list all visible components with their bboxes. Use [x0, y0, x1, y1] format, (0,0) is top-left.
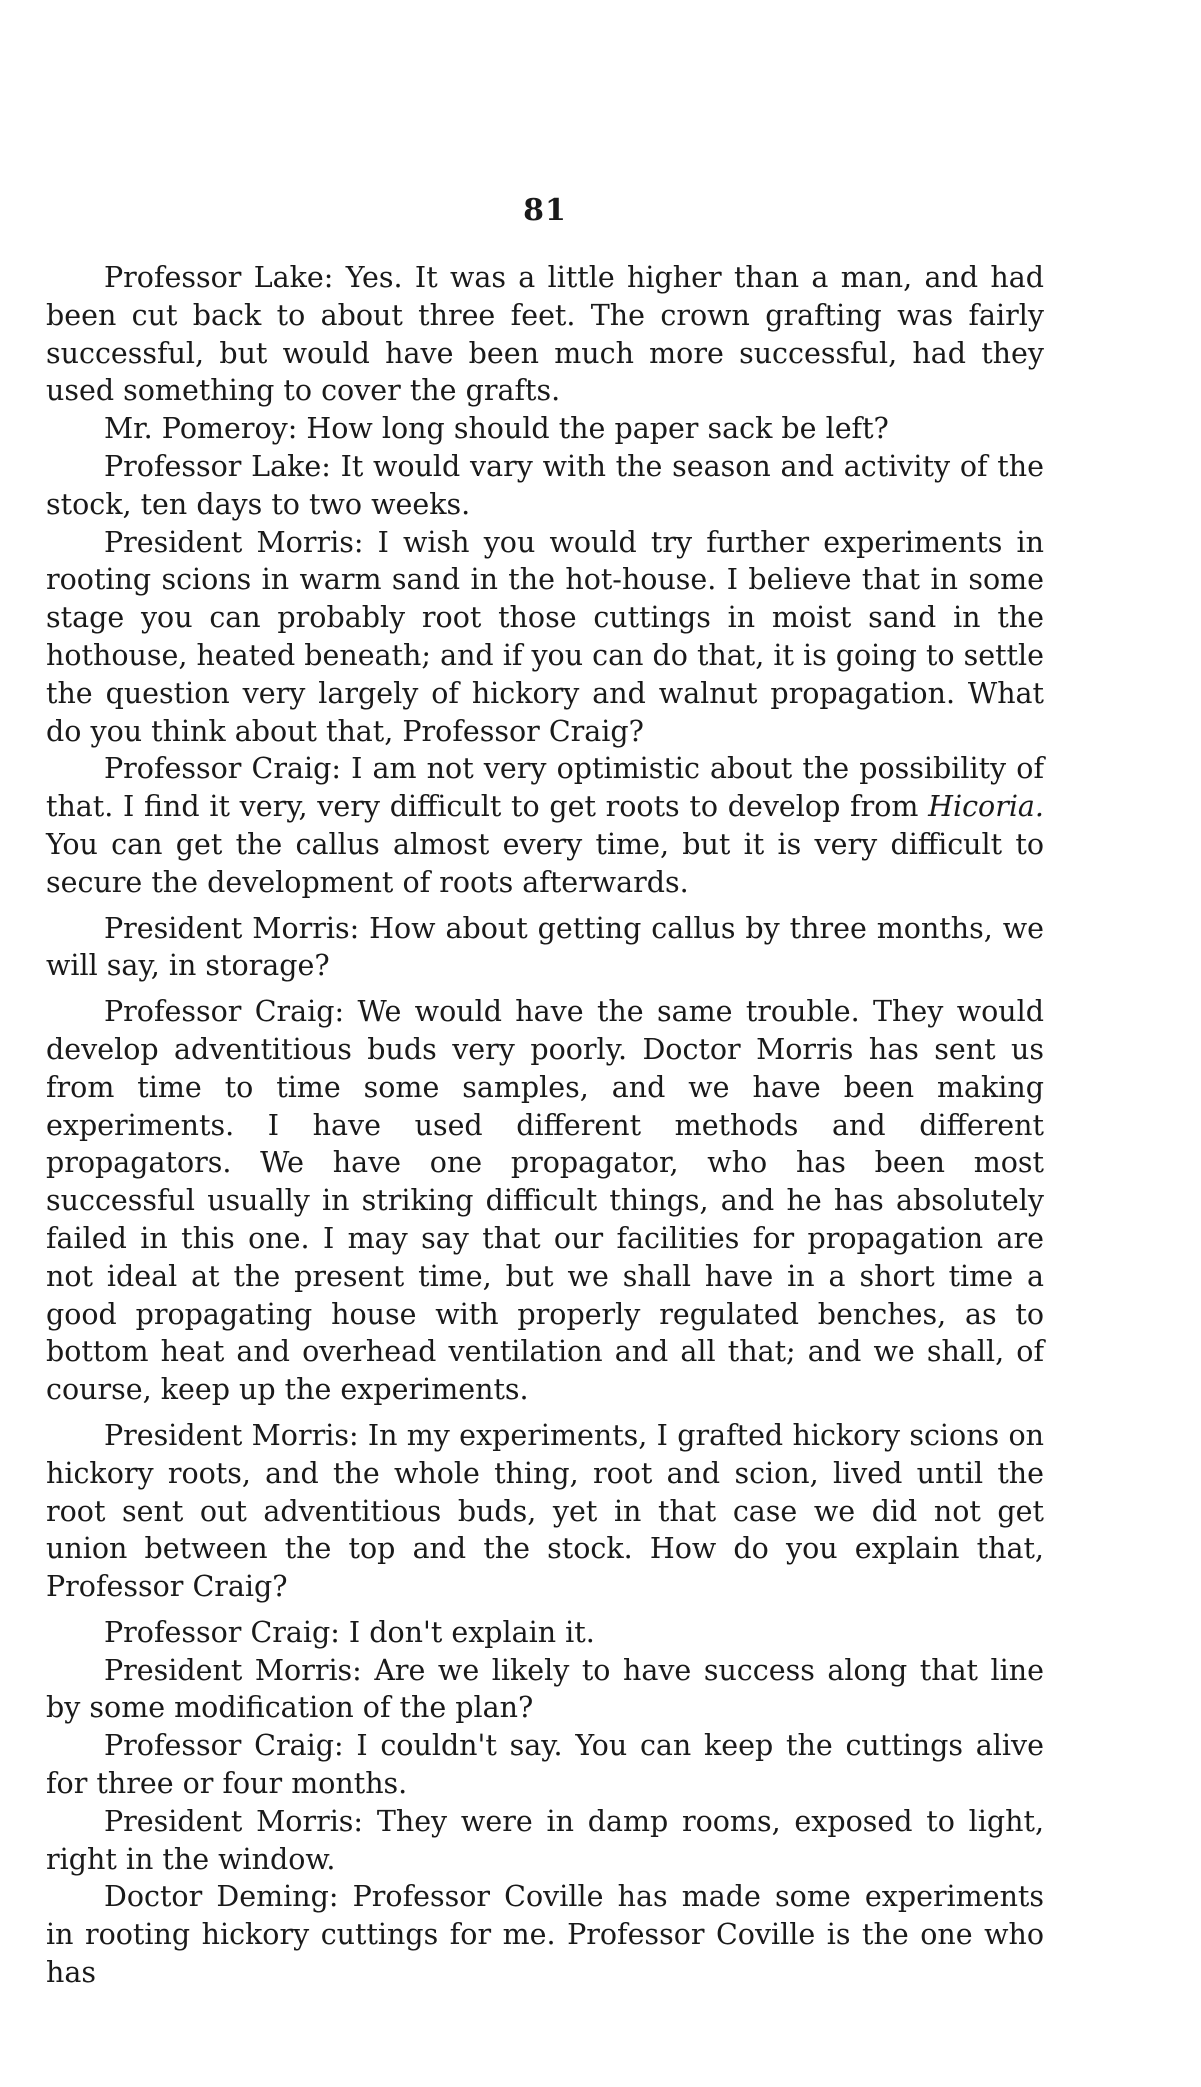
speaker-label: Professor Lake: — [104, 261, 334, 294]
speaker-label: President Morris: — [104, 1804, 364, 1838]
speaker-label: Professor Lake: — [104, 449, 331, 483]
speaker-label: Professor Craig: — [104, 1615, 340, 1649]
paragraph-text: How long should the paper sack be left? — [306, 412, 889, 446]
speaker-label: President Morris: — [104, 911, 360, 945]
paragraph-text: They were in damp rooms, exposed to light, right in the window. — [46, 1804, 1045, 1876]
paragraph-13 — [46, 1878, 1044, 1991]
speaker-label: Professor Craig: — [104, 995, 345, 1029]
speaker-label: President Morris: — [104, 525, 364, 559]
speaker-label: Professor Craig: — [104, 1729, 344, 1763]
paragraph-text: I wish you would try further experiments in rooting scions in warm sand in the hot-house. I believe that in some stage you can probably root those cuttings in moist sand in the hothouse, heated beneath; and if you can do that, it is going to settle the question very largely of hickory and walnut propagation. What do you think about that, Professor Craig? — [46, 525, 1044, 748]
document-body — [46, 259, 1044, 1992]
genus-name: Hicoria. — [928, 790, 1044, 824]
paragraph-text-continued: You can get the callus almost every time, but it is very difficult to secure the development of roots afterwards. — [46, 827, 1044, 899]
paragraph-text: I couldn't say. You can keep the cuttings alive for three or four months. — [46, 1729, 1044, 1801]
speaker-label: Mr. Pomeroy: — [104, 412, 298, 446]
paragraph-text: Yes. It was a little higher than a man, and had been cut back to about three feet. The crown grafting was fairly successful, but would have been much more successful, had they used something to cover the grafts. — [46, 261, 1044, 408]
paragraph-text: It would vary with the season and activity of the stock, ten days to two weeks. — [46, 449, 1044, 521]
page-number: 81 — [523, 193, 567, 228]
paragraph-10 — [46, 1652, 1044, 1728]
paragraph-text: We would have the same trouble. They would develop adventitious buds very poorly. Doctor Morris has sent us from time to time some samples, and we have been making experiments. I have used different methods and different propagators. We have one propagator, who has been most successful usually in striking difficult things, and he has absolutely failed in this one. I may say that our facilities for propagation are not ideal at the present time, but we shall have in a short time a good propagating house with properly regulated benches, as to bottom heat and overhead ventilation and all that; and we shall, of course, keep up the experiments. — [46, 995, 1044, 1407]
paragraph-text: I am not very optimistic about the possibility of that. I find it very, very difficult to get roots to develop from — [46, 752, 1045, 824]
paragraph-text: I don't explain it. — [348, 1615, 595, 1649]
paragraph-2 — [46, 410, 1044, 448]
speaker-label: President Morris: — [104, 1653, 362, 1687]
paragraph-11 — [46, 1727, 1044, 1803]
paragraph-9 — [46, 1614, 1044, 1652]
paragraph-1 — [46, 259, 1044, 410]
paragraph-8 — [46, 1417, 1044, 1606]
paragraph-text: How about getting callus by three months, we will say, in storage? — [46, 911, 1044, 983]
paragraph-12 — [46, 1803, 1044, 1879]
paragraph-text: Are we likely to have success along that line by some modification of the plan? — [46, 1653, 1044, 1725]
speaker-label: Professor Craig: — [104, 752, 341, 786]
paragraph-text: Professor Coville has made some experiments in rooting hickory cuttings for me. Professor Coville is the one who has — [46, 1880, 1045, 1990]
speaker-label: President Morris: — [104, 1418, 359, 1452]
paragraph-4 — [46, 524, 1044, 751]
paragraph-7 — [46, 993, 1044, 1409]
paragraph-6 — [46, 910, 1044, 986]
paragraph-3 — [46, 448, 1044, 524]
paragraph-5 — [46, 750, 1044, 901]
paragraph-text: In my experiments, I grafted hickory scions on hickory roots, and the whole thing, root and scion, lived until the root sent out adventitious buds, yet in that case we did not get union between the top and the stock. How do you explain that, Professor Craig? — [46, 1418, 1044, 1604]
speaker-label: Doctor Deming: — [104, 1880, 339, 1914]
